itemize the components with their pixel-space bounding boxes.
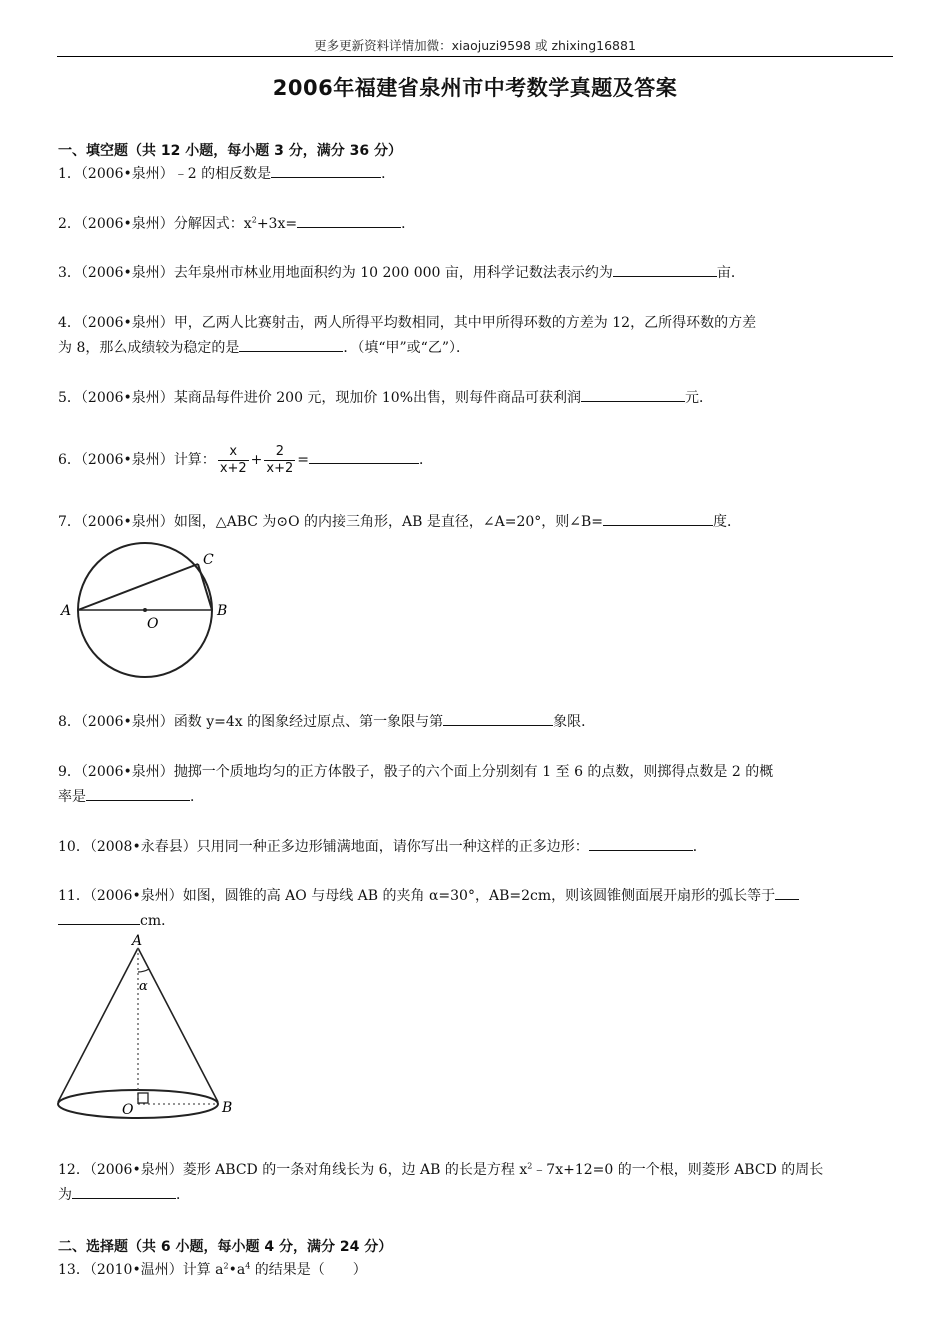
question-text-3: 为 xyxy=(58,1187,72,1203)
label-c: C xyxy=(203,552,214,568)
label-a: A xyxy=(61,603,72,619)
question-source: （2006•泉州） xyxy=(80,514,174,530)
right-angle-mark xyxy=(138,1093,148,1103)
question-end: cm． xyxy=(140,913,176,929)
question-1 xyxy=(58,162,892,187)
question-end: 象限． xyxy=(553,714,596,730)
question-number: 6． xyxy=(58,452,81,468)
question-text: 某商品每件进价 200 元，现加价 10%出售，则每件商品可获利润 xyxy=(173,390,582,406)
question-text: 函数 y=4x 的图象经过原点、第一象限与第 xyxy=(173,714,444,730)
question-number: 5． xyxy=(58,390,81,406)
question-source: （2006•泉州） xyxy=(80,714,174,730)
question-number: 10． xyxy=(58,839,90,855)
answer-blank[interactable] xyxy=(72,1184,176,1199)
question-source: （2010•温州） xyxy=(89,1262,183,1278)
fraction-numerator: x xyxy=(218,444,249,461)
question-end: ． xyxy=(419,452,433,468)
section-heading-fill-in: 一、填空题（共 12 小题，每小题 3 分，满分 36 分） xyxy=(58,143,402,159)
fraction-denominator: x+2 xyxy=(266,460,294,476)
question-10 xyxy=(58,835,892,860)
question-13 xyxy=(58,1258,892,1283)
fraction-denominator: x+2 xyxy=(219,460,247,476)
question-text: 抛掷一个质地均匀的正方体骰子，骰子的六个面上分别刻有 1 至 6 的点数，则掷得点数是 2 的概 xyxy=(173,764,774,780)
answer-blank[interactable] xyxy=(589,836,693,851)
question-3 xyxy=(58,261,892,286)
plus-sign: + xyxy=(250,452,263,468)
question-5 xyxy=(58,386,892,411)
chord-cb xyxy=(198,564,212,610)
answer-blank[interactable] xyxy=(271,163,381,178)
exponent: 2 xyxy=(251,215,257,225)
angle-alpha-arc xyxy=(138,969,149,972)
question-2 xyxy=(58,212,892,237)
label-b: B xyxy=(222,1100,233,1116)
question-end: ．（填“甲”或“乙”）． xyxy=(343,340,470,356)
question-number: 12． xyxy=(58,1162,90,1178)
question-end: ． xyxy=(190,789,204,805)
label-alpha: α xyxy=(139,979,148,994)
question-number: 4． xyxy=(58,315,81,331)
question-end: ． xyxy=(176,1187,190,1203)
exponent: 2 xyxy=(527,1161,533,1171)
answer-blank[interactable] xyxy=(613,262,717,277)
header-divider xyxy=(57,56,893,57)
answer-blank[interactable] xyxy=(86,786,190,801)
question-text-2: 率是 xyxy=(58,789,86,805)
answer-blank[interactable] xyxy=(443,711,553,726)
question-text: 去年泉州市林业用地面积约为 10 200 000 亩，用科学记数法表示约为 xyxy=(173,265,613,281)
question-text: 如图，△ABC 为⊙O 的内接三角形，AB 是直径，∠A=20°，则∠B= xyxy=(173,514,604,530)
question-text-2: 为 8，那么成绩较为稳定的是 xyxy=(58,340,240,356)
fraction-2 xyxy=(264,444,295,477)
answer-blank[interactable] xyxy=(581,387,685,402)
question-11 xyxy=(58,884,892,934)
question-end: 元． xyxy=(685,390,714,406)
question-text-2: ﹣7x+12=0 的一个根，则菱形 ABCD 的周长 xyxy=(532,1162,824,1178)
question-text: 只用同一种正多边形铺满地面，请你写出一种这样的正多边形： xyxy=(196,839,589,855)
chord-ac xyxy=(78,564,198,610)
center-point xyxy=(143,608,147,612)
question-9 xyxy=(58,760,892,810)
answer-blank-start[interactable] xyxy=(775,885,799,900)
question-source: （2006•泉州） xyxy=(80,452,174,468)
fraction-1 xyxy=(218,444,249,477)
fraction-numerator: 2 xyxy=(264,444,295,461)
label-o: O xyxy=(122,1102,134,1118)
section-heading-multiple-choice: 二、选择题（共 6 小题，每小题 4 分，满分 24 分） xyxy=(58,1239,393,1255)
answer-blank[interactable] xyxy=(309,449,419,464)
question-8 xyxy=(58,710,892,735)
question-7 xyxy=(58,510,892,535)
equals-sign: = xyxy=(297,452,309,468)
answer-blank-end[interactable] xyxy=(58,910,140,925)
question-source: （2006•泉州） xyxy=(80,265,174,281)
cone-figure xyxy=(50,932,250,1120)
label-b: B xyxy=(217,603,228,619)
question-text: 计算： xyxy=(173,452,216,468)
question-6 xyxy=(58,440,892,480)
question-number: 3． xyxy=(58,265,81,281)
question-text: 如图，圆锥的高 AO 与母线 AB 的夹角 α=30°，AB=2cm，则该圆锥侧面展开扇形的弧长等于 xyxy=(182,888,776,904)
question-text: 菱形 ABCD 的一条对角线长为 6，边 AB 的长是方程 x xyxy=(182,1162,528,1178)
question-source: （2006•泉州） xyxy=(80,315,174,331)
question-end: 亩． xyxy=(716,265,745,281)
question-source: （2006•泉州） xyxy=(80,166,174,182)
question-number: 8． xyxy=(58,714,81,730)
question-end: ． xyxy=(381,166,396,182)
exponent-1: 2 xyxy=(223,1261,229,1271)
question-source: （2006•泉州） xyxy=(80,390,174,406)
question-text-2: +3x= xyxy=(256,216,298,232)
question-number: 11． xyxy=(58,888,90,904)
cone-slant-ab xyxy=(138,948,218,1102)
answer-blank[interactable] xyxy=(297,213,401,228)
question-end: ． xyxy=(692,839,707,855)
question-number: 9． xyxy=(58,764,81,780)
circle-triangle-figure xyxy=(55,542,235,684)
header-note: 更多更新资料详情加微：xiaojuzi9598 或 zhixing16881 xyxy=(314,38,636,53)
page-title: 2006年福建省泉州市中考数学真题及答案 xyxy=(272,76,678,100)
question-number: 1． xyxy=(58,166,81,182)
question-text: 计算 a xyxy=(182,1262,224,1278)
question-12 xyxy=(58,1158,892,1208)
question-source: （2006•泉州） xyxy=(89,888,183,904)
question-source: （2006•泉州） xyxy=(80,764,174,780)
answer-blank[interactable] xyxy=(603,511,713,526)
cone-slant-left xyxy=(58,948,138,1102)
question-text: 甲，乙两人比赛射击，两人所得平均数相同，其中甲所得环数的方差为 12，乙所得环数的方差 xyxy=(173,315,757,331)
question-text: ﹣2 的相反数是 xyxy=(173,166,272,182)
question-source: （2008•永春县） xyxy=(89,839,197,855)
exponent-2: 4 xyxy=(245,1261,251,1271)
question-source: （2006•泉州） xyxy=(89,1162,183,1178)
question-4 xyxy=(58,311,892,361)
label-a: A xyxy=(132,933,143,949)
question-text-3: 的结果是（ ） xyxy=(250,1262,367,1278)
question-text: 分解因式：x xyxy=(173,216,252,232)
question-text-2: •a xyxy=(228,1262,246,1278)
question-number: 7． xyxy=(58,514,81,530)
question-end: ． xyxy=(401,216,416,232)
question-number: 2． xyxy=(58,216,81,232)
answer-blank[interactable] xyxy=(239,337,343,352)
label-o: O xyxy=(147,616,159,632)
question-number: 13． xyxy=(58,1262,90,1278)
question-end: 度． xyxy=(713,514,742,530)
question-source: （2006•泉州） xyxy=(80,216,174,232)
